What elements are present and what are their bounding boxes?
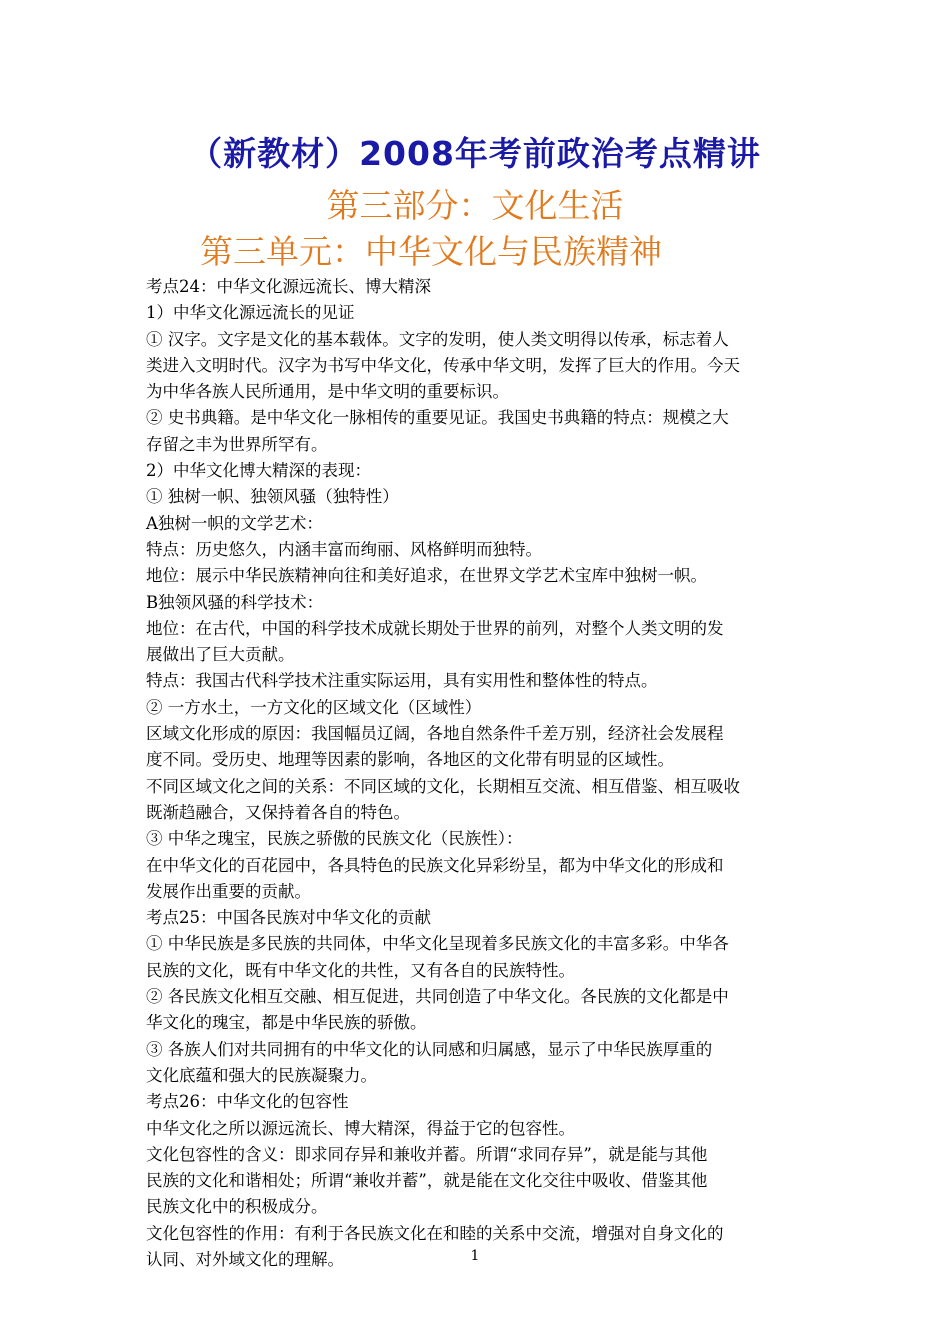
text-line: B独领风骚的科学技术： bbox=[146, 592, 324, 612]
text-line: A独树一帜的文学艺术： bbox=[146, 513, 323, 533]
text-line: 特点：历史悠久，内涵丰富而绚丽、风格鲜明而独特。 bbox=[146, 539, 542, 559]
unit-heading: 第三单元：中华文化与民族精神 bbox=[200, 232, 662, 271]
text-line: ③ 中华之瑰宝，民族之骄傲的民族文化（民族性）： bbox=[146, 829, 523, 849]
text-line: 地位：展示中华民族精神向往和美好追求，在世界文学艺术宝库中独树一帜。 bbox=[146, 566, 707, 586]
text-line: 1）中华文化源远流长的见证 bbox=[146, 303, 355, 323]
text-line: 文化包容性的作用：有利于各民族文化在和睦的关系中交流，增强对自身文化的 bbox=[146, 1223, 724, 1243]
text-line: 民族的文化和谐相处；所谓“兼收并蓄”，就是能在文化交往中吸收、借鉴其他 bbox=[146, 1171, 708, 1191]
part-heading: 第三部分：文化生活 bbox=[326, 186, 624, 225]
text-line: 类进入文明时代。汉字为书写中华文化，传承中华文明，发挥了巨大的作用。今天 bbox=[146, 355, 740, 375]
text-line: 民族文化中的积极成分。 bbox=[146, 1197, 328, 1217]
document-body bbox=[146, 274, 816, 1273]
text-line: 展做出了巨大贡献。 bbox=[146, 645, 295, 665]
text-line: 民族的文化，既有中华文化的共性，又有各自的民族特性。 bbox=[146, 960, 575, 980]
text-line: 不同区域文化之间的关系：不同区域的文化，长期相互交流、相互借鉴、相互吸收 bbox=[146, 776, 740, 796]
text-line: 文化底蕴和强大的民族凝聚力。 bbox=[146, 1065, 377, 1085]
text-line: 度不同。受历史、地理等因素的影响，各地区的文化带有明显的区域性。 bbox=[146, 750, 674, 770]
text-line: 考点26：中华文化的包容性 bbox=[146, 1092, 349, 1112]
text-line: ③ 各族人们对共同拥有的中华文化的认同感和归属感，显示了中华民族厚重的 bbox=[146, 1039, 713, 1059]
text-line: 区域文化形成的原因：我国幅员辽阔，各地自然条件千差万别，经济社会发展程 bbox=[146, 724, 724, 744]
text-line: 认同、对外域文化的理解。 bbox=[146, 1249, 344, 1269]
text-line: 文化包容性的含义：即求同存异和兼收并蓄。所谓“求同存异”，就是能与其他 bbox=[146, 1144, 708, 1164]
text-line: 地位：在古代，中国的科学技术成就长期处于世界的前列，对整个人类文明的发 bbox=[146, 618, 724, 638]
text-line: ② 一方水土，一方文化的区域文化（区域性） bbox=[146, 697, 482, 717]
text-line: 中华文化之所以源远流长、博大精深，得益于它的包容性。 bbox=[146, 1118, 575, 1138]
text-line: ① 中华民族是多民族的共同体，中华文化呈现着多民族文化的丰富多彩。中华各 bbox=[146, 934, 729, 954]
text-line: ① 汉字。文字是文化的基本载体。文字的发明，使人类文明得以传承，标志着人 bbox=[146, 329, 729, 349]
text-line: ② 各民族文化相互交融、相互促进，共同创造了中华文化。各民族的文化都是中 bbox=[146, 987, 729, 1007]
text-line: 特点：我国古代科学技术注重实际运用，具有实用性和整体性的特点。 bbox=[146, 671, 658, 691]
text-line: 华文化的瑰宝，都是中华民族的骄傲。 bbox=[146, 1013, 427, 1033]
document-title: （新教材）2008年考前政治考点精讲 bbox=[189, 134, 761, 173]
text-line: 发展作出重要的贡献。 bbox=[146, 881, 311, 901]
text-line: 在中华文化的百花园中，各具特色的民族文化异彩纷呈，都为中华文化的形成和 bbox=[146, 855, 724, 875]
text-line: 存留之丰为世界所罕有。 bbox=[146, 434, 328, 454]
text-line: ① 独树一帜、独领风骚（独特性） bbox=[146, 487, 399, 507]
text-line: 2）中华文化博大精深的表现： bbox=[146, 461, 371, 481]
text-line: ② 史书典籍。是中华文化一脉相传的重要见证。我国史书典籍的特点：规模之大 bbox=[146, 408, 729, 428]
text-line: 考点24：中华文化源远流长、博大精深 bbox=[146, 277, 431, 296]
text-line: 既渐趋融合，又保持着各自的特色。 bbox=[146, 802, 410, 822]
text-line: 为中华各族人民所通用，是中华文明的重要标识。 bbox=[146, 382, 509, 402]
text-line: 考点25：中国各民族对中华文化的贡献 bbox=[146, 908, 431, 928]
page-number: 1 bbox=[470, 1248, 480, 1264]
